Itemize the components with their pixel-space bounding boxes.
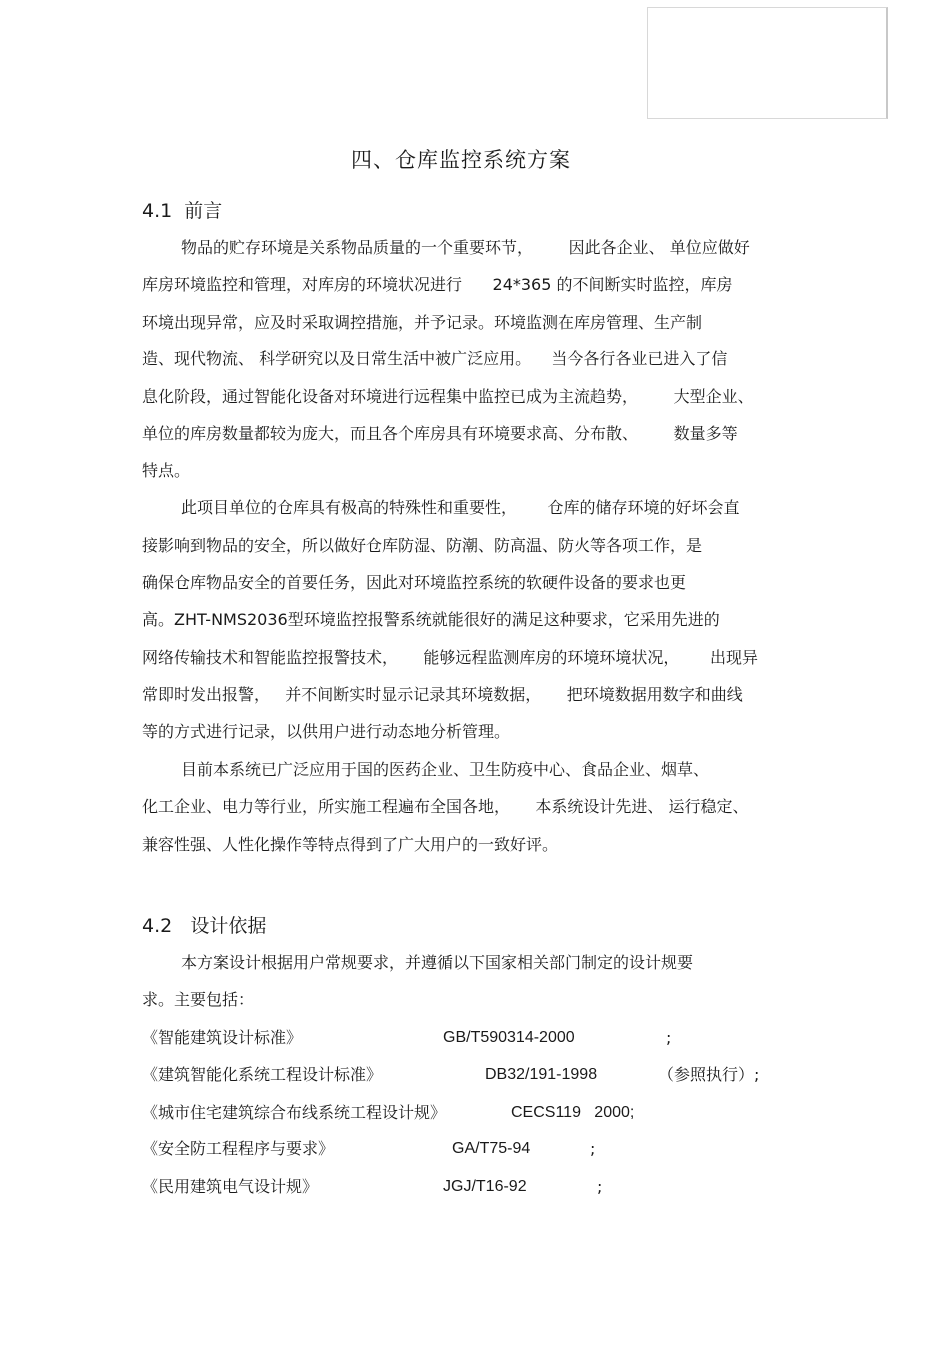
paragraph-line: 库房环境监控和管理，对库房的环境状况进行 24*365 的不间断实时监控，库房	[142, 275, 733, 294]
reference-code: CECS119 2000;	[511, 1104, 635, 1121]
reference-name: 《城市住宅建筑综合布线系统工程设计规》	[142, 1103, 447, 1122]
paragraph-line: 造、现代物流、 科学研究以及日常生活中被广泛应用。 当今各行各业已进入了信	[142, 349, 728, 368]
document-title: 四、仓库监控系统方案	[351, 148, 571, 172]
paragraph-line: 兼容性强、人性化操作等特点得到了广大用户的一致好评。	[142, 835, 559, 854]
paragraph-line: 特点。	[142, 461, 191, 480]
reference-item	[142, 1177, 842, 1197]
reference-name: 《建筑智能化系统工程设计标准》	[142, 1065, 383, 1084]
paragraph-line: 息化阶段，通过智能化设备对环境进行远程集中监控已成为主流趋势， 大型企业、	[142, 387, 754, 406]
reference-suffix: （参照执行）;	[658, 1065, 760, 1084]
paragraph-line: 接影响到物品的安全，所以做好仓库防湿、防潮、防高温、防火等各项工作，是	[142, 536, 703, 555]
reference-code: JGJ/T16-92	[443, 1178, 527, 1195]
reference-name: 《智能建筑设计标准》	[142, 1028, 303, 1047]
reference-suffix: ;	[590, 1139, 596, 1158]
reference-item	[142, 1103, 842, 1123]
section-heading-preface: 4.1 前言	[142, 200, 223, 222]
reference-name: 《民用建筑电气设计规》	[142, 1177, 319, 1196]
reference-suffix: ;	[666, 1028, 672, 1047]
paragraph-line: 确保仓库物品安全的首要任务，因此对环境监控系统的软硬件设备的要求也更	[142, 573, 687, 592]
reference-item	[142, 1139, 842, 1159]
paragraph-line: 单位的库房数量都较为庞大，而且各个库房具有环境要求高、分布散、 数量多等	[142, 424, 738, 443]
paragraph-line: 目前本系统已广泛应用于国的医药企业、卫生防疫中心、食品企业、烟草、	[181, 760, 710, 779]
reference-item	[142, 1065, 842, 1085]
reference-code: GB/T590314-2000	[443, 1029, 575, 1046]
reference-suffix: ;	[597, 1177, 603, 1196]
paragraph-line: 网络传输技术和智能监控报警技术， 能够远程监测库房的环境环境状况， 出现异	[142, 648, 758, 667]
paragraph-line: 等的方式进行记录，以供用户进行动态地分析管理。	[142, 722, 511, 741]
paragraph-line: 常即时发出报警， 并不间断实时显示记录其环境数据， 把环境数据用数字和曲线	[142, 685, 743, 704]
paragraph-line: 本方案设计根据用户常规要求，并遵循以下国家相关部门制定的设计规要	[181, 953, 694, 972]
reference-code: DB32/191-1998	[485, 1066, 598, 1083]
reference-item	[142, 1028, 842, 1048]
paragraph-line: 物品的贮存环境是关系物品质量的一个重要环节， 因此各企业、 单位应做好	[181, 238, 750, 257]
paragraph-line: 高。ZHT-NMS2036型环境监控报警系统就能很好的满足这种要求，它采用先进的	[142, 610, 720, 629]
reference-code: GA/T75-94	[452, 1140, 531, 1157]
header-blank-box	[647, 7, 888, 119]
section-heading-design-basis: 4.2 设计依据	[142, 915, 267, 937]
paragraph-line: 此项目单位的仓库具有极高的特殊性和重要性， 仓库的储存环境的好坏会直	[181, 498, 740, 517]
paragraph-line: 化工企业、电力等行业，所实施工程遍布全国各地， 本系统设计先进、 运行稳定、	[142, 797, 749, 816]
paragraph-line: 环境出现异常，应及时采取调控措施，并予记录。环境监测在库房管理、生产制	[142, 313, 703, 332]
reference-name: 《安全防工程程序与要求》	[142, 1139, 335, 1158]
paragraph-line: 求。主要包括：	[142, 990, 255, 1009]
